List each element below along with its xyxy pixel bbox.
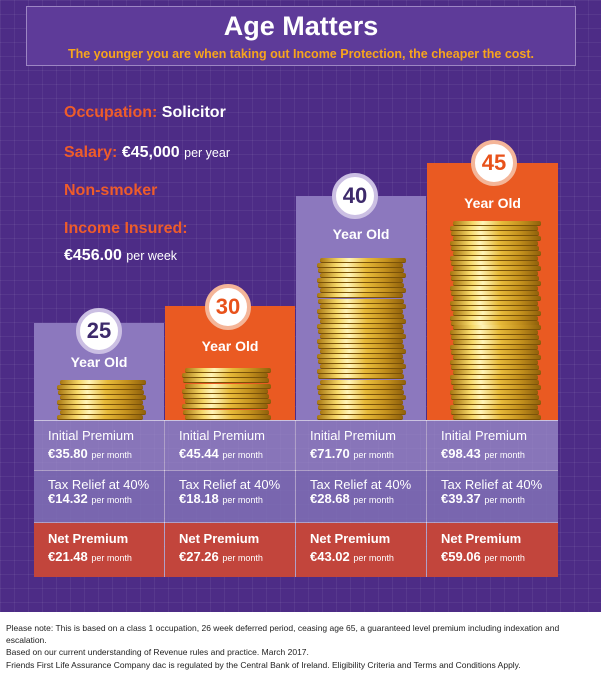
table-divider	[34, 420, 558, 421]
initial-premium-label: Initial Premium	[310, 428, 396, 443]
occupation-value: Solicitor	[161, 104, 226, 121]
coin	[320, 304, 406, 309]
coin	[183, 378, 269, 383]
coin	[183, 410, 269, 415]
coin	[453, 296, 541, 301]
net-premium-label: Net Premium	[48, 531, 129, 546]
initial-premium-value: €45.44 per month	[179, 446, 263, 461]
initial-premium-40	[296, 420, 426, 470]
coin	[451, 306, 539, 311]
coin	[320, 380, 406, 385]
initial-premium-30	[165, 420, 295, 470]
table-divider	[34, 522, 558, 523]
income-label: Income Insured:	[64, 220, 188, 237]
salary-value: €45,000	[121, 144, 180, 161]
coin	[317, 293, 403, 298]
table-divider	[34, 470, 558, 471]
coin	[318, 299, 404, 304]
net-premium-value: €21.48 per month	[48, 549, 132, 564]
initial-premium-25	[34, 420, 164, 470]
coin	[453, 311, 541, 316]
tax-relief-45	[427, 471, 558, 522]
header-banner	[26, 6, 576, 66]
initial-premium-value: €98.43 per month	[441, 446, 525, 461]
net-premium-value: €27.26 per month	[179, 549, 263, 564]
footnote-1: Please note: This is based on a class 1 occupation, 26 week deferred period, ceasing age 65, a guaranteed level premium including indexation and escalation.	[6, 623, 560, 646]
coin	[451, 276, 539, 281]
page-title: Age Matters	[223, 11, 379, 41]
tax-relief-label: Tax Relief at 40%	[441, 477, 543, 492]
initial-premium-label: Initial Premium	[179, 428, 265, 443]
smoker-status: Non-smoker	[64, 182, 158, 199]
age-badge-40: 40	[332, 173, 378, 219]
age-label-25: Year Old	[70, 354, 128, 370]
coin-stack-30	[183, 368, 269, 420]
net-premium-30	[165, 523, 295, 577]
occupation-label: Occupation:	[64, 104, 158, 121]
footnote-2: Based on our current understanding of Revenue rules and practice. March 2017.	[6, 647, 309, 658]
coin	[320, 395, 406, 400]
footnote-3: Friends First Life Assurance Company dac is regulated by the Central Bank of Ireland. Eligibility Criteria and Terms and Conditions Apply.	[6, 659, 521, 670]
net-premium-40	[296, 523, 426, 577]
income-value-line	[64, 247, 177, 265]
salary-unit: per year	[184, 146, 230, 160]
occupation-line	[64, 104, 226, 122]
age-badge-25: 25	[76, 308, 122, 354]
tax-relief-25	[34, 471, 164, 522]
coin	[317, 309, 403, 314]
net-premium-label: Net Premium	[441, 531, 522, 546]
coin	[453, 281, 541, 286]
salary-line	[64, 144, 230, 162]
net-premium-45	[427, 523, 558, 577]
tax-relief-value: €18.18 per month	[179, 491, 263, 506]
initial-premium-45	[427, 420, 558, 470]
coin	[318, 390, 404, 395]
initial-premium-label: Initial Premium	[441, 428, 527, 443]
income-value: €456.00	[64, 247, 122, 264]
initial-premium-value: €35.80 per month	[48, 446, 132, 461]
subtitle: The younger you are when taking out Income Protection, the cheaper the cost.	[67, 47, 535, 61]
initial-premium-label: Initial Premium	[48, 428, 134, 443]
age-badge-30: 30	[205, 284, 251, 330]
net-premium-value: €43.02 per month	[310, 549, 394, 564]
age-label-40: Year Old	[332, 226, 390, 242]
tax-relief-value: €28.68 per month	[310, 491, 394, 506]
net-premium-label: Net Premium	[310, 531, 391, 546]
tax-relief-label: Tax Relief at 40%	[310, 477, 412, 492]
coin-stack-25	[58, 380, 144, 420]
net-premium-label: Net Premium	[179, 531, 260, 546]
tax-relief-label: Tax Relief at 40%	[179, 477, 281, 492]
tax-relief-value: €14.32 per month	[48, 491, 132, 506]
coin	[450, 286, 538, 291]
tax-relief-label: Tax Relief at 40%	[48, 477, 150, 492]
coin	[451, 291, 539, 296]
coin	[318, 314, 404, 319]
initial-premium-value: €71.70 per month	[310, 446, 394, 461]
tax-relief-30	[165, 471, 295, 522]
coin	[318, 374, 404, 379]
age-badge-45: 45	[471, 140, 517, 186]
tax-relief-40	[296, 471, 426, 522]
net-premium-25	[34, 523, 164, 577]
smoker-line	[64, 182, 157, 200]
coin	[317, 385, 403, 390]
income-unit: per week	[126, 249, 178, 263]
age-label-30: Year Old	[201, 338, 259, 354]
income-label-line	[64, 220, 188, 238]
coin-stack-45	[451, 221, 539, 420]
table-divider	[426, 420, 427, 577]
coin	[182, 404, 268, 409]
coin-stack-40	[318, 258, 404, 420]
net-premium-value: €59.06 per month	[441, 549, 525, 564]
tax-relief-value: €39.37 per month	[441, 491, 525, 506]
coin	[185, 384, 271, 389]
footnotes	[6, 622, 596, 671]
table-divider	[295, 420, 296, 577]
coin	[450, 316, 538, 321]
age-label-45: Year Old	[464, 195, 521, 211]
salary-label: Salary:	[64, 144, 118, 161]
table-divider	[164, 420, 165, 577]
coin	[450, 301, 538, 306]
